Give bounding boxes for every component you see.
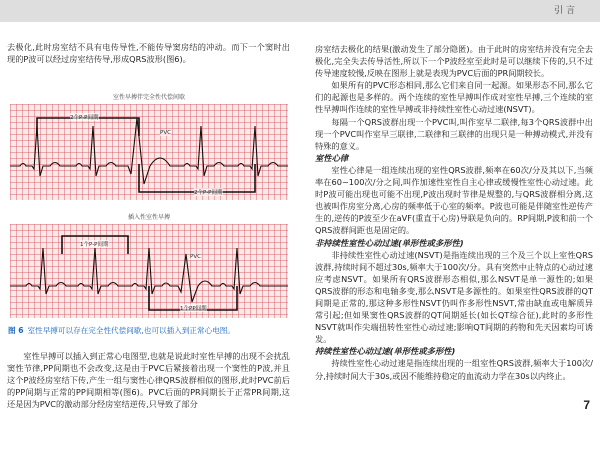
right-p2: 如果所有的PVC形态相同,那么它们来自同一起源。如果形态不同,那么它们的起源也是多样的。两个连续的室性早搏叫作成对室性早搏,三个连续的室性早搏叫作连续的室性早搏或非持续性室性心动过速(NSVT)。 (315, 80, 593, 115)
figure-panel-1 (8, 90, 290, 202)
left-bottom-block (7, 350, 290, 410)
caption-text: 室性早搏可以存在完全性代偿间歇,也可以插入到正常心电图。 (27, 326, 235, 335)
panel2-label-a: 1个P-P间期 (80, 242, 109, 248)
figure-panel-2 (8, 210, 290, 320)
right-p6: 持续性室性心动过速是指连续出现的一组室性QRS波群,频率大于100次/分,持续时间大于30s,或因不能维持稳定的血流动力学在30s以内终止。 (315, 358, 593, 381)
ecg-trace-2 (10, 224, 288, 318)
heading-nsvt: 非持续性室性心动过速(单形性或多形性) (315, 237, 464, 248)
panel1-label-c: 2个P-P间期 (194, 190, 223, 196)
left-column (7, 41, 290, 65)
panel1-label-pvc: PVC (160, 130, 171, 136)
ecg-strip-2 (10, 224, 288, 318)
caption-number: 图 6 (8, 326, 24, 335)
panel2-title: 插入性室性早搏 (127, 214, 170, 221)
panel1-label-a: 2个P-P间期 (70, 115, 99, 121)
right-p3: 每隔一个QRS波群出现一个PVC叫,叫作室早二联律,每3个QRS波群中出现一个PVC叫作室早三联律,二联律和三联律的出现只是一种搏动模式,并没有特殊的意义。 (315, 116, 593, 151)
right-p5: 非持续性室性心动过速(NSVT)是指连续出现的三个及三个以上室性QRS波群,持续时间不超过30s,频率大于100次/分。具有突然中止特点的心动过速应考虑NSVT。如果所有QRS波群形态相似,那么NSVT是单一源性的;如果QRS波群的形态和电轴多变,那么NSVT是多源性的。如果室性QRS波群的QT间期是正常的,那这种多形性NSVT仍叫作多形性NSVT,常由缺血或电解质异常引起;但如果窦性QRS波群的QT间期延长(如长QT综合征),此时的多形性NSVT就叫作尖端扭转性室性心动过速;影响QT间期的药物和先天因素均可诱发。 (315, 249, 593, 345)
panel2-label-c: 1个PP间期 (180, 306, 207, 312)
left-top-paragraph: 去极化,此时房室结不具有电传导性,不能传导窦房结的冲动。而下一个窦时出现的P波可以经过房室结传导,形成QRS波形(图6)。 (7, 42, 290, 65)
section-tab: 引言 (553, 6, 578, 16)
ecg-strip-1 (10, 104, 288, 200)
heading-sustained-vt: 持续性室性心动过速(单形性或多形性) (315, 346, 456, 357)
right-column (315, 43, 593, 382)
right-p1: 房室结去极化的结果(激动发生了部分隐匿)。由于此时的房室结并没有完全去极化,完全失去传导活性,所以下一个P波经室至此时是可以继续下传的,只不过传导速度较慢,反映在图形上就是表现为PVC后面的PR间期较长。 (315, 44, 593, 79)
page-number: 7 (583, 398, 590, 412)
left-bottom-paragraph: 室性早搏可以插入到正常心电图型,也就是说此时室性早搏的出现不会扰乱窦性节律,PP间期也不会改变,这是由于PVC后紧接着出现一个窦性的P波,并且这个P波经房室结下传,产生一组与窦性心律QRS波群相似的图形,此时PVC前后的PP间期与正常的PP间期相等(图6)。PVC后面的PR间期长于正常PR间期,这还是因为PVC的激动部分经房室结逆传,只导致了部分 (7, 351, 290, 410)
ecg-trace-1 (10, 104, 288, 200)
right-p4: 室性心律是一组连续出现的室性QRS波群,频率在60次/分及其以下,当频率在60~100次/分之间,叫作加速性室性自主心律或缓慢性室性心动过速。此时P波可能出现也可能不出现,P波出现时节律是规整的,与QRS波群相分离,这也被叫作房室分离,心房的频率低于心室的频率。P波也可能是伴随室性逆传产生的,逆传的P波至少在aVF(重直于心房)导联是负向的。RP间期,P波和前一个QRS波群间距也是固定的。 (315, 164, 593, 236)
page-header (0, 0, 600, 22)
panel2-label-pvc: PVC (190, 254, 201, 260)
heading-ventricular-rhythm: 室性心律 (315, 152, 349, 163)
panel1-title: 室性早搏伴完全性代偿间歇 (112, 94, 185, 101)
figure-caption (8, 325, 291, 336)
